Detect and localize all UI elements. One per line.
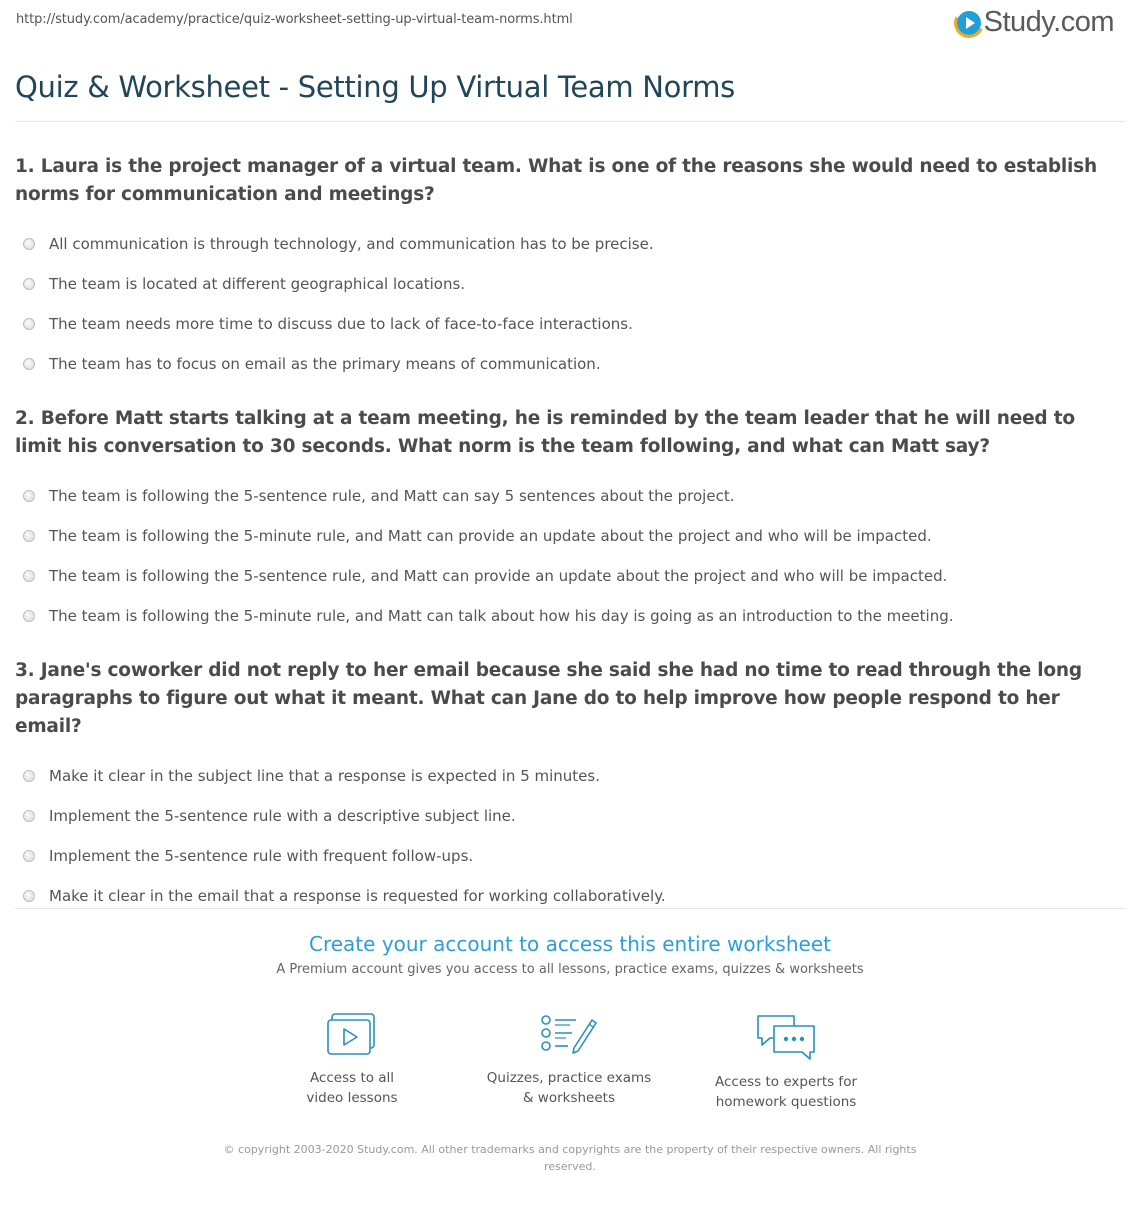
answer-option[interactable]: [15, 596, 1120, 636]
answer-label: The team is following the 5-minute rule, and Matt can talk about how his day is going as an introduction to the meeting.: [49, 607, 954, 625]
divider: [15, 908, 1125, 909]
answer-option[interactable]: [15, 224, 1120, 264]
answer-option[interactable]: [15, 344, 1120, 384]
feature-label: video lessons: [306, 1090, 398, 1106]
answer-label: The team has to focus on email as the primary means of communication.: [49, 355, 601, 373]
chat-bubbles-icon: [754, 1012, 818, 1062]
question-text: 3. Jane's coworker did not reply to her email because she said she had no time to read through the long paragraphs to figure out what it meant. What can Jane do to help improve how people respond to her email?: [15, 660, 1082, 737]
radio-icon[interactable]: [23, 490, 35, 502]
question-1: [15, 153, 1120, 384]
answer-option[interactable]: [15, 476, 1120, 516]
answer-option[interactable]: [15, 756, 1120, 796]
answer-label: Make it clear in the email that a response is requested for working collaboratively.: [49, 887, 666, 905]
feature-label: Access to all: [309, 1070, 395, 1086]
page-title: Quiz & Worksheet - Setting Up Virtual Team Norms: [15, 70, 735, 104]
answer-label: The team is following the 5-minute rule, and Matt can provide an update about the project and who will be impacted.: [49, 527, 932, 545]
answer-option[interactable]: [15, 876, 1120, 916]
logo-text: Study.com: [983, 6, 1114, 38]
top-bar: [0, 0, 1140, 50]
radio-icon[interactable]: [23, 810, 35, 822]
answer-label: The team needs more time to discuss due to lack of face-to-face interactions.: [49, 315, 633, 333]
question-text: 2. Before Matt starts talking at a team meeting, he is reminded by the team leader that he will need to limit his conversation to 30 seconds. What norm is the team following, and what can Matt say?: [15, 408, 1075, 457]
question-text: 1. Laura is the project manager of a virtual team. What is one of the reasons she would need to establish norms for communication and meetings?: [15, 156, 1097, 205]
question-2: [15, 405, 1120, 636]
radio-icon[interactable]: [23, 358, 35, 370]
radio-icon[interactable]: [23, 610, 35, 622]
radio-icon[interactable]: [23, 530, 35, 542]
answer-option[interactable]: [15, 264, 1120, 304]
radio-icon[interactable]: [23, 318, 35, 330]
answer-label: All communication is through technology, and communication has to be precise.: [49, 235, 654, 253]
divider: [15, 121, 1125, 122]
answer-label: Make it clear in the subject line that a response is expected in 5 minutes.: [49, 767, 600, 785]
answer-option[interactable]: [15, 836, 1120, 876]
answer-option[interactable]: [15, 516, 1120, 556]
cta-subtitle: A Premium account gives you access to all lessons, practice exams, quizzes & worksheets: [276, 962, 864, 977]
answer-label: Implement the 5-sentence rule with frequent follow-ups.: [49, 847, 474, 865]
answer-list: [15, 756, 1120, 916]
quiz-checklist-icon: [540, 1012, 598, 1058]
feature-label: Quizzes, practice exams: [486, 1070, 652, 1086]
feature-video-lessons: [252, 1012, 452, 1108]
answer-label: The team is following the 5-sentence rule, and Matt can provide an update about the project and who will be impacted.: [49, 567, 948, 585]
copyright-text: © copyright 2003-2020 Study.com. All other trademarks and copyrights are the property of their respective owners. All rights reserved.: [223, 1143, 917, 1173]
answer-label: The team is following the 5-sentence rule, and Matt can say 5 sentences about the project.: [49, 487, 735, 505]
feature-label: homework questions: [715, 1094, 857, 1110]
feature-label: Access to experts for: [714, 1074, 857, 1090]
answer-option[interactable]: [15, 304, 1120, 344]
answer-label: The team is located at different geographical locations.: [49, 275, 466, 293]
answer-list: [15, 224, 1120, 384]
play-logo-icon: [957, 11, 981, 35]
page-url: http://study.com/academy/practice/quiz-worksheet-setting-up-virtual-team-norms.html: [16, 12, 573, 27]
cta-title-link[interactable]: Create your account to access this entire worksheet: [309, 932, 831, 956]
study-logo[interactable]: [957, 6, 1114, 39]
answer-list: [15, 476, 1120, 636]
question-3: [15, 657, 1120, 916]
radio-icon[interactable]: [23, 238, 35, 250]
answer-option[interactable]: [15, 796, 1120, 836]
feature-quizzes: [469, 1012, 669, 1108]
answer-option[interactable]: [15, 556, 1120, 596]
answer-label: Implement the 5-sentence rule with a descriptive subject line.: [49, 807, 516, 825]
radio-icon[interactable]: [23, 278, 35, 290]
feature-label: & worksheets: [522, 1090, 615, 1106]
radio-icon[interactable]: [23, 570, 35, 582]
radio-icon[interactable]: [23, 850, 35, 862]
video-lesson-icon: [326, 1012, 378, 1058]
feature-experts: [686, 1012, 886, 1112]
radio-icon[interactable]: [23, 890, 35, 902]
radio-icon[interactable]: [23, 770, 35, 782]
